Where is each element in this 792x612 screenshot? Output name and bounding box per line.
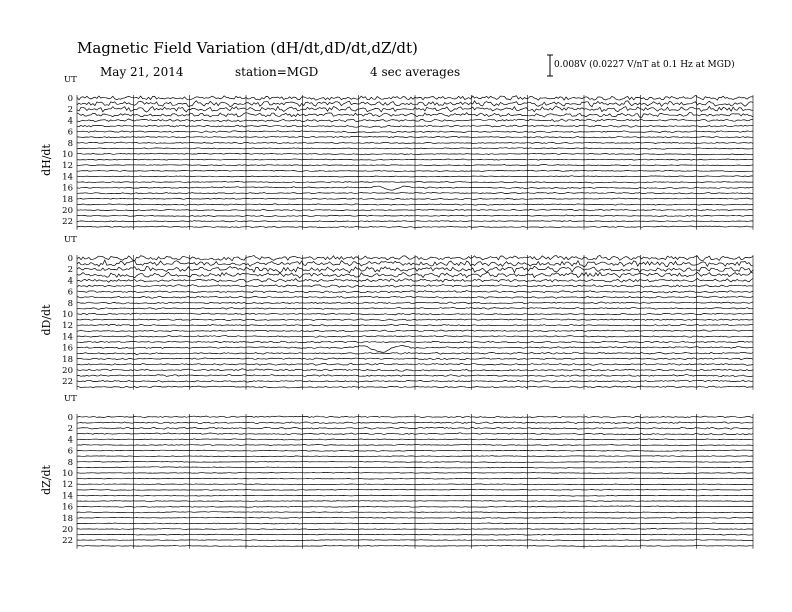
ut-hour-label: 14 — [62, 332, 73, 343]
ut-hour-label: 4 — [67, 276, 73, 287]
y-axis-label: dH/dt — [40, 144, 53, 176]
ut-hour-label: 6 — [67, 287, 73, 298]
ut-hour-label: 0 — [67, 254, 73, 264]
ut-hour-label: 0 — [67, 413, 73, 423]
y-axis-label: dZ/dt — [40, 465, 53, 495]
ut-hour-label: 2 — [67, 105, 73, 116]
ut-hour-label: 2 — [67, 265, 73, 276]
ut-hour-label: 4 — [67, 116, 73, 127]
ut-label: UT — [64, 394, 77, 404]
date-label: May 21, 2014 — [100, 65, 184, 79]
ut-hour-label: 6 — [67, 446, 73, 457]
ut-hour-label: 16 — [62, 183, 73, 194]
ut-hour-label: 20 — [62, 366, 73, 376]
ut-hour-label: 10 — [62, 150, 73, 160]
ut-hour-label: 2 — [67, 424, 73, 435]
ut-hour-label: 22 — [62, 377, 73, 388]
trace-row — [77, 517, 753, 518]
ut-hour-label: 14 — [62, 172, 73, 183]
ut-label: UT — [64, 75, 77, 85]
ut-hour-label: 8 — [67, 298, 73, 309]
panel-dzdt — [40, 394, 753, 549]
ut-hour-label: 8 — [67, 138, 73, 149]
ut-hour-label: 0 — [67, 94, 73, 104]
ut-hour-label: 10 — [62, 310, 73, 320]
ut-label: UT — [64, 235, 77, 245]
ut-hour-label: 8 — [67, 457, 73, 468]
panel-dhdt — [40, 75, 753, 230]
station-label: station=MGD — [235, 65, 319, 79]
scale-bar — [547, 55, 553, 76]
ut-hour-label: 16 — [62, 502, 73, 513]
trace-row — [77, 484, 753, 485]
ut-hour-label: 20 — [62, 525, 73, 535]
ut-hour-label: 18 — [62, 354, 73, 365]
y-axis-label: dD/dt — [40, 304, 53, 336]
ut-hour-label: 14 — [62, 491, 73, 502]
ut-hour-label: 22 — [62, 217, 73, 228]
ut-hour-label: 12 — [62, 480, 73, 491]
ut-hour-label: 4 — [67, 435, 73, 446]
panel-dddt — [40, 235, 753, 390]
ut-hour-label: 12 — [62, 161, 73, 172]
ut-hour-label: 12 — [62, 321, 73, 332]
ut-hour-label: 20 — [62, 206, 73, 216]
ut-hour-label: 22 — [62, 536, 73, 547]
ut-hour-label: 10 — [62, 469, 73, 479]
scale-bar-label: 0.008V (0.0227 V/nT at 0.1 Hz at MGD) — [554, 60, 735, 70]
ut-hour-label: 16 — [62, 343, 73, 354]
ut-hour-label: 6 — [67, 127, 73, 138]
ut-hour-label: 18 — [62, 194, 73, 205]
chart-title: Magnetic Field Variation (dH/dt,dD/dt,dZ/dt) — [77, 39, 418, 57]
averaging-label: 4 sec averages — [370, 65, 461, 79]
ut-hour-label: 18 — [62, 513, 73, 524]
